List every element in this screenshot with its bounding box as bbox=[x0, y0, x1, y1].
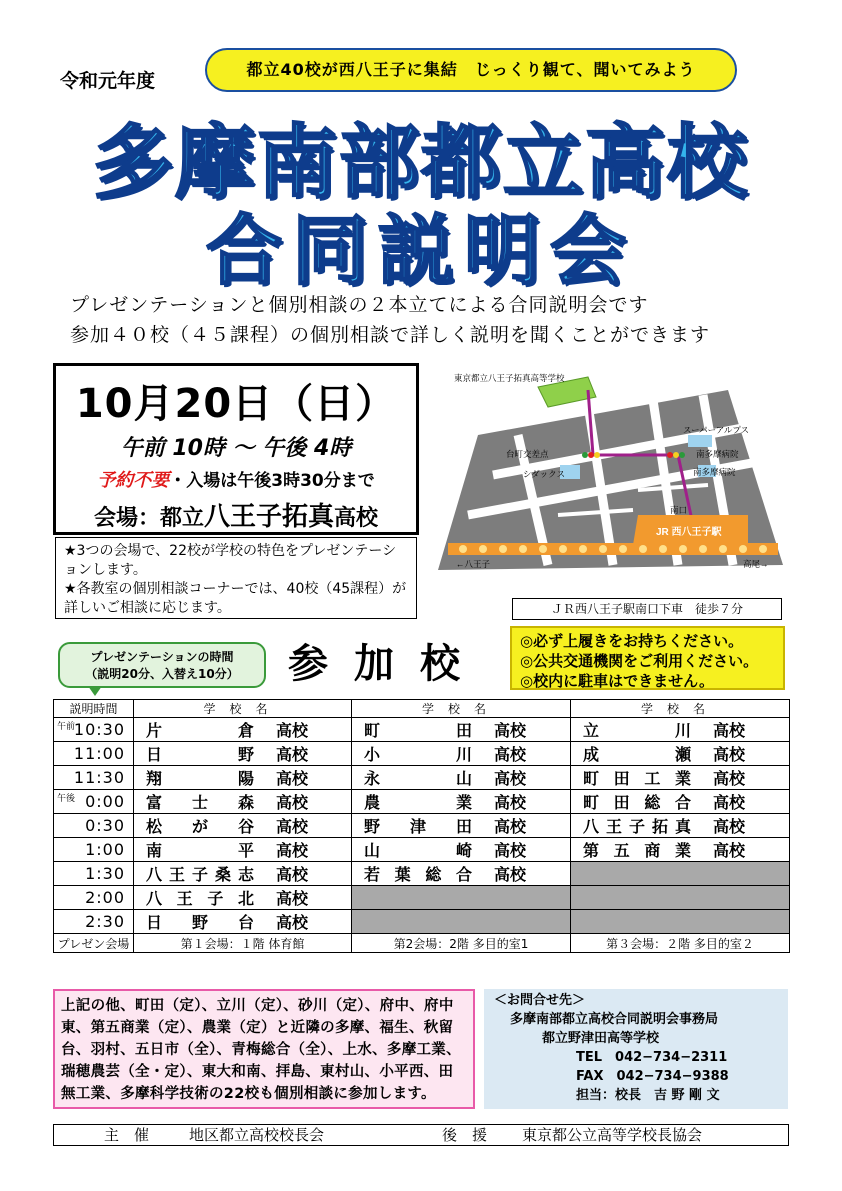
contact-person: 担当：校長 吉 野 剛 文 bbox=[576, 1088, 720, 1103]
bubble-tail bbox=[88, 686, 102, 696]
table-row bbox=[54, 790, 790, 814]
school-cell bbox=[134, 886, 352, 910]
event-time: 午前 10時 〜 午後 4時 bbox=[120, 436, 352, 461]
reservation-note bbox=[56, 466, 416, 492]
time-cell bbox=[54, 910, 134, 934]
table-row bbox=[54, 766, 790, 790]
venue-name: 八王子拓真 bbox=[203, 502, 334, 532]
school-name: 八王子拓真 bbox=[583, 817, 691, 836]
school-name: 松が谷 bbox=[146, 817, 254, 836]
school-name: 永山 bbox=[364, 769, 472, 788]
school-cell bbox=[134, 862, 352, 886]
school-name: 翔陽 bbox=[146, 769, 254, 788]
school-name: 若葉総合 bbox=[364, 865, 472, 884]
school-suffix: 高校 bbox=[494, 865, 527, 884]
time-cell bbox=[54, 742, 134, 766]
time-cell bbox=[54, 790, 134, 814]
time-value: 0:30 bbox=[85, 816, 125, 835]
time-cell bbox=[54, 814, 134, 838]
table-row bbox=[54, 814, 790, 838]
empty-cell bbox=[571, 886, 790, 910]
notes-box bbox=[55, 537, 417, 619]
presentation-time-bubble bbox=[58, 642, 266, 688]
school-suffix: 高校 bbox=[276, 721, 309, 740]
map-left-label: ←八王子 bbox=[456, 559, 491, 569]
school-name: 山崎 bbox=[364, 841, 472, 860]
school-cell bbox=[134, 790, 352, 814]
support-name: 東京都公立高等学校長協会 bbox=[522, 1126, 703, 1144]
support-label: 後 援 bbox=[442, 1126, 488, 1144]
school-suffix: 高校 bbox=[276, 841, 309, 860]
empty-cell bbox=[571, 862, 790, 886]
school-name: 日野台 bbox=[146, 913, 254, 932]
contact-tel: TEL 042−734−2311 bbox=[576, 1050, 728, 1065]
school-cell bbox=[571, 718, 790, 742]
time-period: 午前 bbox=[57, 722, 76, 732]
venue bbox=[56, 496, 416, 533]
school-name: 野津田 bbox=[364, 817, 472, 836]
venue-2: 第2会場：2階 多目的室1 bbox=[352, 934, 571, 953]
empty-cell bbox=[352, 886, 571, 910]
main-title-line1: 多摩南部都立高校 bbox=[93, 116, 749, 209]
school-suffix: 高校 bbox=[494, 793, 527, 812]
school-suffix: 高校 bbox=[494, 817, 527, 836]
contact-box bbox=[484, 989, 788, 1109]
school-cell bbox=[134, 814, 352, 838]
note-item: ★各教室の個別相談コーナーでは、40校（45課程）が詳しいご相談に応じます。 bbox=[64, 581, 407, 616]
school-suffix: 高校 bbox=[494, 745, 527, 764]
school-name: 片倉 bbox=[146, 721, 254, 740]
map-station-label: JR 西八王子駅 bbox=[656, 527, 722, 538]
venue-3: 第３会場：２階 多目的室２ bbox=[571, 934, 790, 953]
map-hospital1-label: 南多摩病院 bbox=[696, 449, 739, 459]
school-cell bbox=[134, 742, 352, 766]
school-name: 町田工業 bbox=[583, 769, 691, 788]
school-name: 八王子桑志 bbox=[146, 865, 254, 884]
school-name: 立川 bbox=[583, 721, 691, 740]
warning-item: ◎必ず上履きをお持ちください。 bbox=[520, 632, 744, 650]
school-suffix: 高校 bbox=[276, 769, 309, 788]
venue-1: 第１会場：１階 体育館 bbox=[134, 934, 352, 953]
time-value: 2:30 bbox=[85, 912, 125, 931]
school-suffix: 高校 bbox=[494, 769, 527, 788]
school-cell bbox=[134, 766, 352, 790]
school-name: 第五商業 bbox=[583, 841, 691, 860]
time-value: 11:30 bbox=[73, 768, 125, 787]
time-value: 1:30 bbox=[85, 864, 125, 883]
footer-bar bbox=[53, 1124, 789, 1146]
empty-cell bbox=[571, 910, 790, 934]
school-cell bbox=[134, 910, 352, 934]
map-exit-label: 南口 bbox=[670, 505, 688, 515]
section-title: 参加校 bbox=[288, 641, 486, 687]
school-suffix: 高校 bbox=[713, 817, 746, 836]
rail-line bbox=[448, 543, 778, 555]
school-suffix: 高校 bbox=[713, 793, 746, 812]
time-value: 1:00 bbox=[85, 840, 125, 859]
time-value: 10:30 bbox=[73, 720, 125, 739]
school-name: 町田総合 bbox=[583, 793, 691, 812]
time-cell bbox=[54, 838, 134, 862]
intro-line1: プレゼンテーションと個別相談の２本立てによる合同説明会です bbox=[70, 294, 649, 316]
school-suffix: 高校 bbox=[276, 745, 309, 764]
map-caption: ＪＲ西八王子駅南口下車 徒歩７分 bbox=[512, 598, 782, 620]
table-row bbox=[54, 742, 790, 766]
entry-deadline: ・入場は午後3時30分まで bbox=[169, 471, 375, 491]
school-suffix: 高校 bbox=[713, 721, 746, 740]
time-period: 午後 bbox=[57, 794, 76, 804]
time-cell bbox=[54, 862, 134, 886]
school-name: 小川 bbox=[364, 745, 472, 764]
school-suffix: 高校 bbox=[494, 721, 527, 740]
school-suffix: 高校 bbox=[713, 745, 746, 764]
schedule-table bbox=[53, 699, 790, 953]
school-cell bbox=[571, 814, 790, 838]
map-super-label: スーパーアルプス bbox=[683, 425, 750, 435]
time-cell bbox=[54, 766, 134, 790]
map-school-label: 東京都立八王子拓真高等学校 bbox=[454, 373, 565, 383]
map-hospital2-label: 南多摩病院 bbox=[693, 467, 736, 477]
venue-label: プレゼン会場 bbox=[54, 934, 134, 953]
time-value: 11:00 bbox=[73, 744, 125, 763]
access-map bbox=[438, 365, 783, 595]
school-header: 学校名 bbox=[352, 700, 571, 718]
map-crossing-label: 台町交差点 bbox=[506, 449, 549, 459]
contact-heading: ＜お問合せ先＞ bbox=[494, 993, 586, 1008]
host-name: 地区都立高校校長会 bbox=[189, 1126, 325, 1144]
other-schools-box: 上記の他、町田（定）、立川（定）、砂川（定）、府中、府中東、第五商業（定）、農業（定）と近隣の多摩、福生、秋留台、羽村、五日市（全）、青梅総合（全）、上水、多摩工業、瑞穂農芸（全・定）、東大和南、拝島、東村山、小平西、田無工業、多摩科学技術の22校も個別相談に参加します。 bbox=[53, 989, 475, 1109]
school-cell bbox=[352, 766, 571, 790]
no-reservation-label: 予約不要 bbox=[97, 470, 170, 491]
table-row bbox=[54, 862, 790, 886]
event-info-box bbox=[53, 363, 419, 535]
school-name: 南平 bbox=[146, 841, 254, 860]
school-cell bbox=[352, 718, 571, 742]
school-name: 日野 bbox=[146, 745, 254, 764]
school-cell bbox=[352, 838, 571, 862]
warnings-box bbox=[510, 626, 785, 690]
table-row bbox=[54, 910, 790, 934]
main-title-line2: 合同説明会 bbox=[206, 206, 636, 295]
school-cell bbox=[352, 814, 571, 838]
school-name: 成瀬 bbox=[583, 745, 691, 764]
school-name: 八王子北 bbox=[146, 889, 254, 908]
school-suffix: 高校 bbox=[276, 817, 309, 836]
school-cell bbox=[352, 862, 571, 886]
school-name: 町田 bbox=[364, 721, 472, 740]
table-row bbox=[54, 718, 790, 742]
school-suffix: 高校 bbox=[276, 793, 309, 812]
warning-item: ◎校内に駐車はできません。 bbox=[520, 672, 714, 690]
school-name: 農業 bbox=[364, 793, 472, 812]
school-suffix: 高校 bbox=[494, 841, 527, 860]
school-header: 学校名 bbox=[571, 700, 790, 718]
contact-fax: FAX 042−734−9388 bbox=[576, 1069, 729, 1084]
school-cell bbox=[352, 790, 571, 814]
time-header: 説明時間 bbox=[54, 700, 134, 718]
school-suffix: 高校 bbox=[713, 769, 746, 788]
venue-row bbox=[54, 934, 790, 953]
school-cell bbox=[134, 838, 352, 862]
warning-item: ◎公共交通機関をご利用ください。 bbox=[520, 652, 759, 670]
venue-prefix: 会場：都立 bbox=[93, 506, 204, 531]
map-right-label: 高尾→ bbox=[743, 559, 769, 569]
table-row bbox=[54, 886, 790, 910]
school-suffix: 高校 bbox=[713, 841, 746, 860]
time-value: 0:00 bbox=[85, 792, 125, 811]
school-cell bbox=[571, 766, 790, 790]
school-name: 富士森 bbox=[146, 793, 254, 812]
school-suffix: 高校 bbox=[276, 889, 309, 908]
school-suffix: 高校 bbox=[276, 865, 309, 884]
venue-suffix: 高校 bbox=[334, 506, 379, 531]
bubble-line2: （説明20分、入替え10分） bbox=[85, 667, 239, 681]
bubble-line1: プレゼンテーションの時間 bbox=[90, 650, 234, 664]
school-header: 学校名 bbox=[134, 700, 352, 718]
time-value: 2:00 bbox=[85, 888, 125, 907]
time-cell bbox=[54, 886, 134, 910]
table-row bbox=[54, 838, 790, 862]
map-shidax-label: シダックス bbox=[523, 469, 566, 479]
year-label: 令和元年度 bbox=[60, 70, 156, 92]
school-suffix: 高校 bbox=[276, 913, 309, 932]
school-cell bbox=[571, 790, 790, 814]
event-date: 10月20日（日） bbox=[75, 381, 397, 427]
contact-school: 都立野津田高等学校 bbox=[542, 1031, 660, 1046]
school-cell bbox=[571, 742, 790, 766]
tagline-banner: 都立40校が西八王子に集結 じっくり観て、聞いてみよう bbox=[205, 48, 737, 92]
school-cell bbox=[352, 742, 571, 766]
school-cell bbox=[571, 838, 790, 862]
table-header-row bbox=[54, 700, 790, 718]
intro-line2: 参加４０校（４５課程）の個別相談で詳しく説明を聞くことができます bbox=[70, 324, 711, 346]
school-cell bbox=[134, 718, 352, 742]
time-cell bbox=[54, 718, 134, 742]
contact-org: 多摩南部都立高校合同説明会事務局 bbox=[510, 1012, 719, 1027]
note-item: ★3つの会場で、22校が学校の特色をプレゼンテーションします。 bbox=[64, 543, 397, 578]
empty-cell bbox=[352, 910, 571, 934]
host-label: 主 催 bbox=[104, 1126, 150, 1144]
